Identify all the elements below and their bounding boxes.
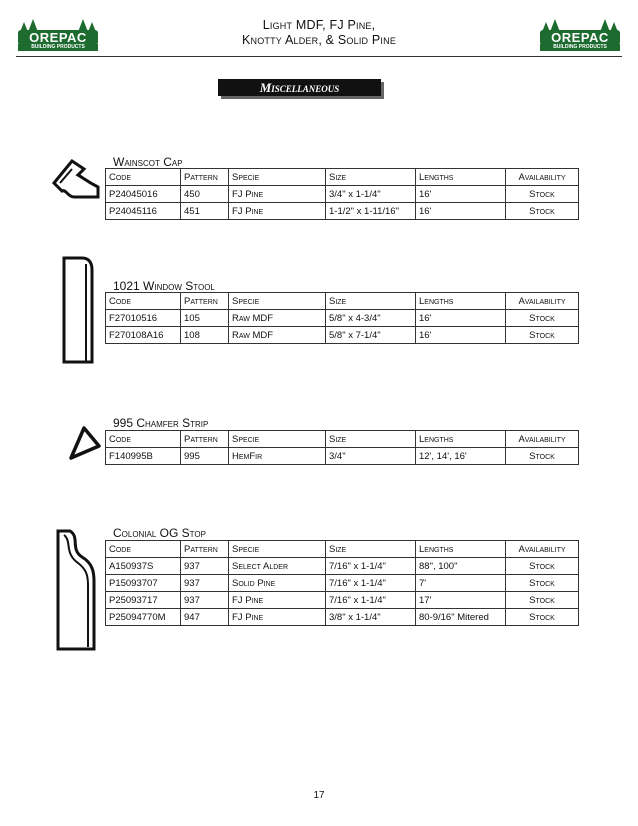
- cell-size: 3/4" x 1-1/4": [326, 186, 416, 203]
- cell-size: 7/16" x 1-1/4": [326, 558, 416, 575]
- col-code: Code: [106, 169, 181, 186]
- page-title-line2: Knotty Alder, & Solid Pine: [241, 33, 397, 47]
- cell-size: 3/8" x 1-1/4": [326, 609, 416, 626]
- cell-lengths: 16': [416, 203, 506, 220]
- cell-lengths: 80-9/16" Mitered: [416, 609, 506, 626]
- page-title-line1: Light MDF, FJ Pine,: [262, 18, 376, 32]
- cell-code: P25093717: [106, 592, 181, 609]
- cell-code: P24045016: [106, 186, 181, 203]
- cell-specie: FJ Pine: [229, 592, 326, 609]
- table-row: [106, 186, 579, 203]
- cell-size: 3/4": [326, 448, 416, 465]
- cell-lengths: 16': [416, 310, 506, 327]
- cell-pattern: 450: [181, 186, 229, 203]
- cell-availability: Stock: [506, 310, 579, 327]
- col-availability: Availability: [506, 431, 579, 448]
- product-title-colonial-og-stop: Colonial OG Stop: [113, 526, 206, 540]
- orepac-logo-right: [538, 18, 622, 52]
- cell-availability: Stock: [506, 575, 579, 592]
- logo-right-subtext: BUILDING PRODUCTS: [553, 44, 607, 50]
- col-specie: Specie: [229, 541, 326, 558]
- wainscot-cap-profile-icon: [50, 157, 102, 201]
- cell-specie: HemFir: [229, 448, 326, 465]
- cell-pattern: 451: [181, 203, 229, 220]
- cell-code: P24045116: [106, 203, 181, 220]
- section-title: Miscellaneous: [218, 79, 381, 96]
- table-header-row: [106, 293, 579, 310]
- chamfer-strip-profile-icon: [68, 424, 102, 462]
- cell-availability: Stock: [506, 448, 579, 465]
- col-availability: Availability: [506, 541, 579, 558]
- product-title-window-stool: 1021 Window Stool: [113, 279, 215, 293]
- table-row: [106, 448, 579, 465]
- table-row: [106, 327, 579, 344]
- col-pattern: Pattern: [181, 293, 229, 310]
- cell-lengths: 12', 14', 16': [416, 448, 506, 465]
- cell-availability: Stock: [506, 186, 579, 203]
- cell-specie: FJ Pine: [229, 186, 326, 203]
- cell-size: 5/8" x 7-1/4": [326, 327, 416, 344]
- table-row: [106, 575, 579, 592]
- table-row: [106, 203, 579, 220]
- col-lengths: Lengths: [416, 293, 506, 310]
- col-size: Size: [326, 431, 416, 448]
- cell-code: P15093707: [106, 575, 181, 592]
- col-code: Code: [106, 293, 181, 310]
- cell-availability: Stock: [506, 327, 579, 344]
- product-title-wainscot-cap: Wainscot Cap: [113, 155, 183, 169]
- cell-code: P25094770M: [106, 609, 181, 626]
- col-code: Code: [106, 541, 181, 558]
- col-code: Code: [106, 431, 181, 448]
- col-specie: Specie: [229, 169, 326, 186]
- cell-availability: Stock: [506, 203, 579, 220]
- cell-availability: Stock: [506, 609, 579, 626]
- cell-specie: Raw MDF: [229, 310, 326, 327]
- cell-specie: Solid Pine: [229, 575, 326, 592]
- col-availability: Availability: [506, 169, 579, 186]
- cell-specie: FJ Pine: [229, 203, 326, 220]
- table-row: [106, 609, 579, 626]
- col-size: Size: [326, 541, 416, 558]
- cell-pattern: 105: [181, 310, 229, 327]
- cell-code: F270108A16: [106, 327, 181, 344]
- cell-lengths: 7': [416, 575, 506, 592]
- cell-pattern: 995: [181, 448, 229, 465]
- col-availability: Availability: [506, 293, 579, 310]
- cell-lengths: 17': [416, 592, 506, 609]
- cell-pattern: 937: [181, 575, 229, 592]
- wainscot-cap-table: [105, 168, 579, 220]
- window-stool-profile-icon: [60, 256, 96, 366]
- window-stool-table: [105, 292, 579, 344]
- cell-specie: Raw MDF: [229, 327, 326, 344]
- cell-lengths: 16': [416, 186, 506, 203]
- cell-code: A150937S: [106, 558, 181, 575]
- cell-lengths: 88", 100": [416, 558, 506, 575]
- chamfer-strip-table: [105, 430, 579, 465]
- page-title: [180, 18, 458, 48]
- table-header-row: [106, 431, 579, 448]
- cell-pattern: 947: [181, 609, 229, 626]
- table-row: [106, 592, 579, 609]
- col-pattern: Pattern: [181, 169, 229, 186]
- logo-left-subtext: BUILDING PRODUCTS: [31, 44, 85, 50]
- cell-size: 7/16" x 1-1/4": [326, 592, 416, 609]
- cell-specie: Select Alder: [229, 558, 326, 575]
- col-specie: Specie: [229, 431, 326, 448]
- cell-code: F27010516: [106, 310, 181, 327]
- table-header-row: [106, 169, 579, 186]
- table-header-row: [106, 541, 579, 558]
- col-specie: Specie: [229, 293, 326, 310]
- cell-lengths: 16': [416, 327, 506, 344]
- cell-pattern: 937: [181, 558, 229, 575]
- logo-right-text: OREPAC: [551, 30, 609, 45]
- colonial-og-stop-table: [105, 540, 579, 626]
- cell-size: 7/16" x 1-1/4": [326, 575, 416, 592]
- col-lengths: Lengths: [416, 541, 506, 558]
- col-pattern: Pattern: [181, 541, 229, 558]
- col-lengths: Lengths: [416, 431, 506, 448]
- cell-code: F140995B: [106, 448, 181, 465]
- col-size: Size: [326, 293, 416, 310]
- page-number: 17: [313, 790, 325, 801]
- cell-availability: Stock: [506, 558, 579, 575]
- table-row: [106, 310, 579, 327]
- colonial-og-stop-profile-icon: [50, 527, 102, 653]
- table-row: [106, 558, 579, 575]
- orepac-logo-left: [16, 18, 100, 52]
- header-divider: [16, 56, 622, 57]
- col-pattern: Pattern: [181, 431, 229, 448]
- cell-size: 5/8" x 4-3/4": [326, 310, 416, 327]
- cell-availability: Stock: [506, 592, 579, 609]
- col-size: Size: [326, 169, 416, 186]
- logo-left-text: OREPAC: [29, 30, 87, 45]
- cell-specie: FJ Pine: [229, 609, 326, 626]
- cell-pattern: 108: [181, 327, 229, 344]
- cell-size: 1-1/2" x 1-11/16": [326, 203, 416, 220]
- col-lengths: Lengths: [416, 169, 506, 186]
- product-title-chamfer-strip: 995 Chamfer Strip: [113, 416, 209, 430]
- cell-pattern: 937: [181, 592, 229, 609]
